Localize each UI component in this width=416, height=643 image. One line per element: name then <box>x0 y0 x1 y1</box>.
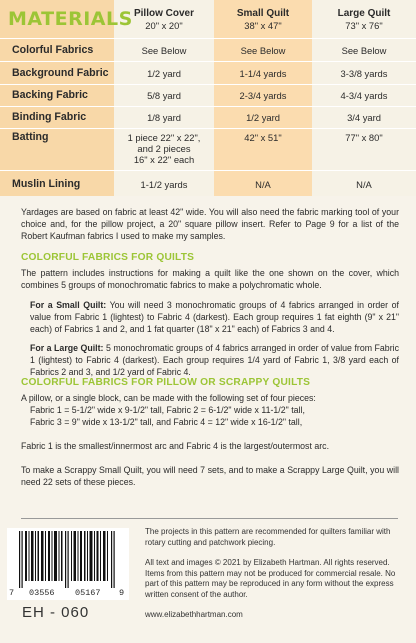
barcode <box>7 528 129 600</box>
footer-divider <box>21 518 398 519</box>
small-quilt-lead: For a Small Quilt: <box>30 300 107 310</box>
barcode-digits-right: 05167 <box>75 588 101 598</box>
row-label: Binding Fabric <box>12 111 87 123</box>
column-size: 38" x 47" <box>244 20 282 31</box>
table-row <box>0 61 416 84</box>
small-quilt-value: 2-3/4 yards <box>239 90 287 101</box>
table-row <box>0 170 416 197</box>
column-title: Pillow Cover <box>133 8 194 19</box>
large-quilt-text: 5 monochromatic groups of 4 fabrics arranged in order of value from Fabric 1 (lightest) to Fabric 4 (darkest). Each group requires 1/4 yard of Fabric 1, 3/8 yard each of Fabrics 2 and 3, and 1/2 yard of Fabric 4. <box>30 343 399 377</box>
small-quilt-value: N/A <box>255 178 271 190</box>
small-quilt-paragraph <box>30 299 399 335</box>
pieces-line: Fabric 1 = 5-1/2" wide x 9-1/2" tall, Fabric 2 = 6-1/2" wide x 11-1/2" tall, <box>30 405 305 415</box>
scrappy-paragraph: To make a Scrappy Small Quilt, you will need 7 sets, and to make a Scrappy Large Quilt, you will need 22 sets of these pieces. <box>21 465 399 487</box>
pillow-cover-header <box>114 8 214 31</box>
large-quilt-header <box>312 8 416 31</box>
copyright-notice: All text and images © 2021 by Elizabeth Hartman. All rights reserved. Items from this pattern may not be produced for commercial resale. No part of this pattern may be reproduced in any form without the express written consent of the author. <box>145 558 396 599</box>
intro-paragraph: Yardages are based on fabric at least 42" wide. You will also need the fabric marking tool of your choice and, for the pillow project, a 20" square pillow insert. Refer to Page 9 for a list of the Robert Kaufman fabrics I used to make my samples. <box>21 207 399 241</box>
materials-title: MATERIALS <box>8 8 133 30</box>
large-quilt-paragraph <box>30 342 399 378</box>
row-label: Colorful Fabrics <box>12 43 94 56</box>
small-quilt-header <box>214 8 312 31</box>
large-quilt-value: 77" x 80" <box>345 132 383 143</box>
small-quilt-value: 1-1/4 yards <box>239 67 287 79</box>
pieces-list <box>30 404 305 428</box>
column-title: Large Quilt <box>337 8 391 19</box>
barcode-digit-first: 7 <box>9 588 15 598</box>
barcode-digits-left: 03556 <box>29 588 55 598</box>
large-quilt-value: N/A <box>356 178 372 190</box>
skill-note: The projects in this pattern are recommended for quilters familiar with rotary cutting and patchwork piecing. <box>145 527 391 547</box>
small-quilt-value: 42" x 51" <box>244 132 282 143</box>
pillow-value: 1/8 yard <box>147 112 181 123</box>
large-quilt-value: 4-3/4 yards <box>340 90 388 101</box>
section-title-quilts: COLORFUL FABRICS FOR QUILTS <box>21 252 195 263</box>
quilts-paragraph: The pattern includes instructions for making a quilt like the one shown on the cover, which combines 5 groups of monochromatic fabrics to make a polychromatic whole. <box>21 268 399 290</box>
arc-note: Fabric 1 is the smallest/innermost arc and Fabric 4 is the largest/outermost arc. <box>21 441 330 451</box>
small-quilt-value: 1/2 yard <box>246 112 280 123</box>
row-label: Batting <box>12 131 49 143</box>
table-row <box>0 38 416 61</box>
materials-table <box>0 0 416 197</box>
column-title: Small Quilt <box>236 8 290 19</box>
table-row <box>0 106 416 128</box>
pillow-value <box>114 129 214 168</box>
row-label: Backing Fabric <box>12 89 88 101</box>
pillow-value: 1/2 yard <box>147 67 181 79</box>
batting-line: 16" x 22" each <box>133 154 195 165</box>
section-title-pillow: COLORFUL FABRICS FOR PILLOW OR SCRAPPY QUILTS <box>21 377 311 388</box>
pillow-value: 5/8 yard <box>147 90 181 101</box>
batting-line: 1 piece 22" x 22", <box>127 132 201 143</box>
row-label: Background Fabric <box>12 66 109 79</box>
large-quilt-lead: For a Large Quilt: <box>30 343 104 353</box>
large-quilt-value: 3-3/8 yards <box>340 67 388 79</box>
row-label: Muslin Lining <box>12 177 81 190</box>
barcode-bars <box>17 531 117 588</box>
sku-code: EH - 060 <box>22 604 90 621</box>
batting-line: and 2 pieces <box>137 143 191 154</box>
small-quilt-value: See Below <box>240 44 286 56</box>
column-size: 20" x 20" <box>145 20 183 31</box>
large-quilt-value: 3/4 yard <box>347 112 381 123</box>
small-quilt-text: You will need 3 monochromatic groups of 4 fabrics arranged in order of value from Fabric 1 (lightest) to Fabric 4 (darkest). Each group requires 1 fat eighth (9" x 21" each) of Fabrics 1 and 2, and 1 fat quarter (18" x 21" each) of Fabrics 3 and 4. <box>30 300 400 334</box>
barcode-digit-last: 9 <box>119 588 125 598</box>
column-size: 73" x 76" <box>345 20 383 31</box>
pillow-value: See Below <box>141 44 187 56</box>
pieces-line: Fabric 3 = 9" wide x 13-1/2" tall, and Fabric 4 = 12" wide x 16-1/2" tall, <box>30 417 303 427</box>
website-link[interactable]: www.elizabethhartman.com <box>145 610 243 619</box>
table-row <box>0 128 416 168</box>
large-quilt-value: See Below <box>341 44 387 56</box>
pillow-value: 1-1/2 yards <box>140 178 188 190</box>
pillow-lead: A pillow, or a single block, can be made with the following set of four pieces: <box>21 393 316 403</box>
table-row <box>0 84 416 106</box>
